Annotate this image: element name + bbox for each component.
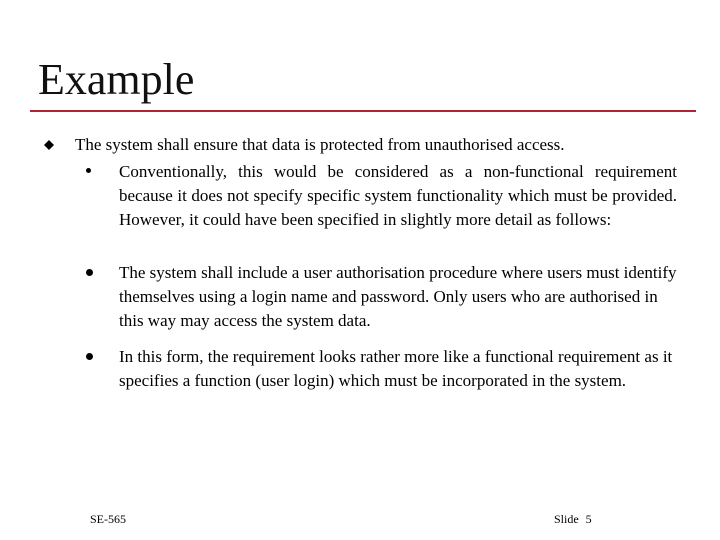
sub-bullet-icon — [86, 168, 91, 173]
title-divider — [30, 110, 696, 112]
footer-course: SE-565 — [90, 512, 126, 526]
footer-slide-number: Slide 5 — [554, 512, 592, 526]
sub-bullet-icon — [86, 269, 93, 276]
main-point: The system shall ensure that data is protected from unauthorised access. — [75, 135, 565, 154]
sub-point-3: In this form, the requirement looks rather more like a functional requirement as it specifies a function (user login) which must be incorporated in the system. — [119, 347, 673, 390]
slide-title: Example — [38, 55, 195, 104]
diamond-bullet-icon — [44, 140, 54, 150]
sub-point-2: The system shall include a user authorisation procedure where users must identify themselves using a login name and password. Only users who are authorised in this way may access the system data. — [119, 263, 677, 330]
sub-bullet-icon — [86, 353, 93, 360]
sub-point-1: Conventionally, this would be considered as a non-functional requirement because it does not specify specific system functionality which must be provided. However, it could have been specified in slightly more detail as follows: — [119, 162, 677, 229]
